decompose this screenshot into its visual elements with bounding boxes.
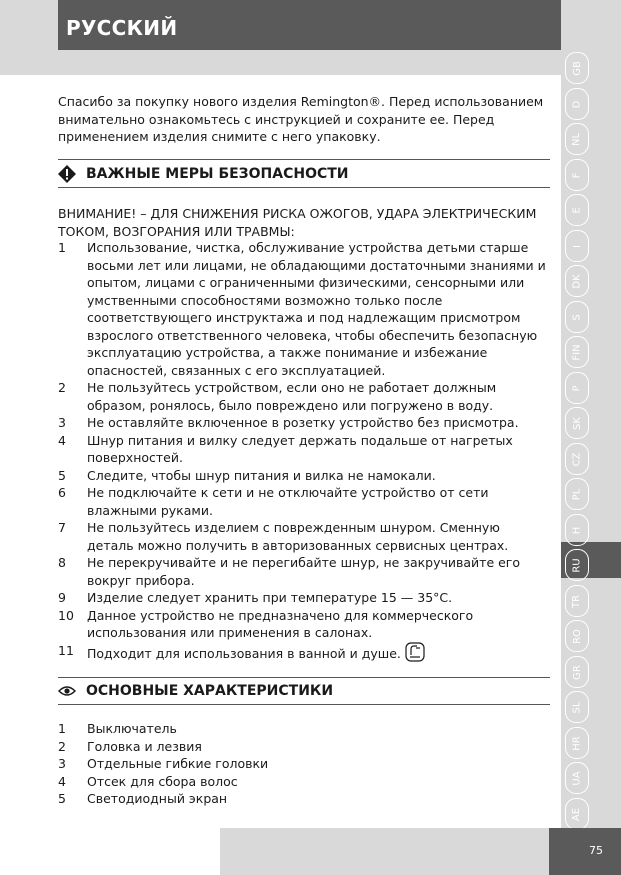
- language-tab-sl[interactable]: [565, 691, 589, 723]
- list-item: 1 Использование, чистка, обслуживание устройства детьми старше восьми лет или лицами, не обладающими достаточными знаниями и опытом, лицами с ограниченными физическими, сенсорными или умственными способностями возможно только после соответствующего инструктажа и под надлежащим присмотром взрослого ответственного человека, чтобы обеспечить безопасную эксплуатацию устройства, а также понимание и избежание опасностей, связанных с его эксплуатацией.: [58, 240, 546, 378]
- eye-icon: [58, 682, 76, 700]
- language-tab-d[interactable]: [565, 88, 589, 120]
- language-tab-label: SK: [571, 416, 583, 430]
- divider: [58, 159, 550, 160]
- language-tab-ua[interactable]: [565, 762, 589, 794]
- language-tab-fin[interactable]: [565, 336, 589, 368]
- language-tab-label: NL: [571, 132, 583, 146]
- language-tab-label: SL: [571, 701, 583, 713]
- list-item: 7 Не пользуйтесь изделием с поврежденным шнуром. Сменную деталь можно получить в авторизованных сервисных центрах.: [58, 520, 509, 553]
- intro-paragraph: Спасибо за покупку нового изделия Remington®. Перед использованием внимательно ознакомьтесь с инструкцией и сохраните ее. Перед применением изделия снимите с него упаковку.: [58, 94, 544, 144]
- list-item: 11 Подходит для использования в ванной и душе.: [58, 642, 550, 667]
- language-tab-label: S: [571, 313, 583, 321]
- language-tab-p[interactable]: [565, 372, 589, 404]
- title-bar: [58, 0, 561, 50]
- language-tab-ae[interactable]: [565, 798, 589, 830]
- language-tab-dk[interactable]: [565, 265, 589, 297]
- divider: [58, 677, 550, 678]
- language-tab-sk[interactable]: [565, 407, 589, 439]
- features-list: [58, 720, 550, 808]
- list-item: 2 Головка и лезвия: [58, 738, 202, 754]
- language-tab-label: RO: [571, 628, 583, 644]
- language-tab-label: GR: [571, 664, 583, 680]
- language-tab-label: DK: [571, 273, 583, 289]
- language-tab-h[interactable]: [565, 514, 589, 546]
- language-tab-tr[interactable]: [565, 585, 589, 617]
- features-heading: [58, 682, 550, 700]
- language-tab-cz[interactable]: [565, 443, 589, 475]
- warning-icon: [58, 165, 76, 183]
- list-item: 2 Не пользуйтесь устройством, если оно не работает должным образом, ронялось, было повреждено или погружено в воду.: [58, 380, 497, 413]
- list-item: 8 Не перекручивайте и не перегибайте шнур, не закручивайте его вокруг прибора.: [58, 555, 521, 588]
- language-tab-label: I: [571, 244, 583, 248]
- list-item: 4 Шнур питания и вилку следует держать подальше от нагретых поверхностей.: [58, 432, 513, 465]
- language-tab-ru[interactable]: [565, 549, 589, 581]
- list-item: 5 Светодиодный экран: [58, 791, 228, 806]
- language-tab-e[interactable]: [565, 194, 589, 226]
- divider: [58, 704, 550, 705]
- language-tab-label: PL: [571, 488, 583, 500]
- language-tab-label: RU: [571, 557, 583, 573]
- features-heading-label: ОСНОВНЫЕ ХАРАКТЕРИСТИКИ: [86, 683, 334, 699]
- page-number: 75: [589, 844, 603, 857]
- language-tab-label: P: [571, 384, 583, 392]
- language-tab-label: F: [571, 172, 583, 178]
- page-number-box: [549, 828, 621, 875]
- list-item: 3 Не оставляйте включенное в розетку устройство без присмотра.: [58, 415, 519, 430]
- warning-text: ВНИМАНИЕ! – ДЛЯ СНИЖЕНИЯ РИСКА ОЖОГОВ, УДАРА ЭЛЕКТРИЧЕСКИМ ТОКОМ, ВОЗГОРАНИЯ ИЛИ ТРАВМЫ:: [58, 206, 537, 239]
- language-tab-label: H: [571, 526, 583, 534]
- list-item: 5 Следите, чтобы шнур питания и вилка не намокали.: [58, 467, 436, 483]
- language-tab-label: CZ: [571, 452, 583, 466]
- language-tab-s[interactable]: [565, 301, 589, 333]
- language-tab-f[interactable]: [565, 159, 589, 191]
- language-tab-pl[interactable]: [565, 478, 589, 510]
- list-item: 3 Отдельные гибкие головки: [58, 756, 269, 771]
- language-tab-label: AE: [571, 807, 583, 821]
- language-tab-label: D: [571, 100, 583, 108]
- safety-list: [58, 239, 550, 666]
- page-title: РУССКИЙ: [66, 16, 178, 40]
- language-tab-label: UA: [571, 770, 583, 786]
- list-item: 1 Выключатель: [58, 721, 177, 736]
- language-tab-nl[interactable]: [565, 123, 589, 155]
- list-item: 4 Отсек для сбора волос: [58, 773, 238, 789]
- footer-band: [220, 828, 549, 875]
- language-tab-label: GB: [571, 60, 583, 76]
- list-item: 9 Изделие следует хранить при температуре 15 — 35°C.: [58, 590, 453, 605]
- safety-heading: [58, 165, 550, 183]
- language-tab-gb[interactable]: [565, 52, 589, 84]
- list-item: 6 Не подключайте к сети и не отключайте устройство от сети влажными руками.: [58, 485, 489, 518]
- language-tab-label: HR: [571, 735, 583, 751]
- language-tab-hr[interactable]: [565, 727, 589, 759]
- language-tab-i[interactable]: [565, 230, 589, 262]
- language-tab-label: E: [571, 206, 583, 214]
- safety-heading-label: ВАЖНЫЕ МЕРЫ БЕЗОПАСНОСТИ: [86, 166, 349, 182]
- shower-safe-icon: [405, 642, 425, 667]
- language-sidebar: [561, 0, 621, 830]
- list-item: 10 Данное устройство не предназначено для коммерческого использования или применения в салонах.: [58, 607, 474, 640]
- language-tab-ro[interactable]: [565, 620, 589, 652]
- language-tab-label: TR: [571, 594, 583, 608]
- language-tab-gr[interactable]: [565, 656, 589, 688]
- divider: [58, 187, 550, 188]
- language-tab-label: FIN: [571, 343, 583, 361]
